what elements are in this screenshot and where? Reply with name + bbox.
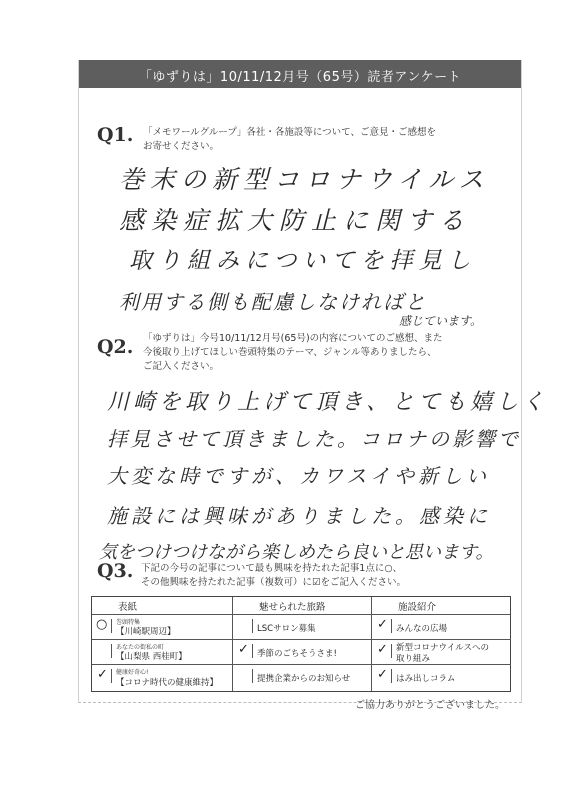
column-header: 魅せられた旅路: [259, 602, 326, 613]
table-row[interactable]: [372, 639, 511, 665]
survey-header: [79, 60, 521, 88]
q2-question-line-1: 「ゆずりは」今号10/11/12月号(65号)の内容についてのご感想、また: [143, 333, 443, 344]
table-row[interactable]: [92, 664, 232, 691]
row-label: 【川崎駅周辺】: [116, 627, 176, 637]
q2-answer-line-3: 大変な時ですが、カワスイや新しい: [107, 464, 490, 488]
q1-label: Q1.: [97, 124, 134, 146]
column-header: 表紙: [118, 602, 138, 613]
table-row[interactable]: [233, 639, 372, 665]
row-label: 季節のごちそうさま!: [257, 649, 337, 659]
survey-card: [78, 60, 549, 711]
checkbox[interactable]: [236, 669, 253, 683]
checkbox[interactable]: [95, 644, 112, 658]
article-table: [91, 596, 511, 692]
q1-question-line-2: お寄せください。: [143, 141, 220, 152]
q2-answer-line-1: 川崎を取り上げて頂き、とても嬉しく: [107, 390, 549, 415]
check-mark: ✓: [238, 642, 249, 657]
survey-title: 「ゆずりは」10/11/12月号（65号）読者アンケート: [138, 70, 462, 85]
table-row[interactable]: [92, 614, 232, 640]
q2-answer-line-5: 気をつけつけながら楽しめたら良いと思います。: [99, 542, 494, 563]
q1-answer-line-5: 感じています。: [399, 314, 483, 328]
table-row[interactable]: [92, 639, 232, 665]
row-small-label: 健康好奇心!: [116, 669, 149, 676]
q3-question-line-1: 下記の今号の記事について最も興味を持たれた記事1点に○、: [141, 563, 403, 574]
q2-question-line-2: 今後取り上げてほしい巻頭特集のテーマ、ジャンル等ありましたら、: [143, 347, 437, 358]
q1-answer-line-2: 感染症拡大防止に関する: [119, 206, 472, 235]
checkbox[interactable]: [236, 644, 253, 658]
q2-answer-line-2: 拝見させて頂きました。コロナの影響で: [107, 427, 521, 451]
check-mark: ✓: [377, 667, 388, 682]
checkbox[interactable]: [375, 669, 392, 683]
check-mark: ✓: [97, 667, 108, 682]
q1-answer-line-3: 取り組みについてを拝見し: [129, 248, 477, 274]
q2-question-line-3: ご記入ください。: [143, 361, 220, 372]
column-header: 施設紹介: [398, 602, 437, 613]
circle-mark: ○: [96, 617, 108, 632]
checkbox[interactable]: [375, 644, 392, 658]
q3-question-line-2: その他興味を持たれた記事（複数可）に☑をご記入ください。: [141, 577, 407, 588]
q2-answer-line-4: 施設には興味がありました。感染に: [107, 504, 491, 528]
table-column-cover: [92, 597, 232, 691]
q3-label: Q3.: [97, 560, 134, 582]
row-label: 提携企業からのお知らせ: [257, 674, 351, 684]
row-label: 【コロナ時代の健康維持】: [116, 678, 219, 688]
table-row[interactable]: [233, 614, 372, 640]
checkbox[interactable]: [95, 619, 112, 633]
table-row[interactable]: [233, 664, 372, 691]
row-small-label: あなたの街私の町: [116, 644, 165, 651]
q1-question-line-1: 「メモワールグループ」各社・各施設等について、ご意見・ご感想を: [143, 127, 436, 138]
row-label-line-2: 取り組み: [396, 654, 431, 664]
check-mark: ✓: [377, 617, 388, 632]
checkbox[interactable]: [236, 619, 253, 633]
row-label: 新型コロナウイルスへの: [396, 643, 489, 653]
checkbox[interactable]: [375, 619, 392, 633]
checkbox[interactable]: [95, 669, 112, 683]
row-label: みんなの広場: [396, 624, 448, 634]
table-row[interactable]: [372, 614, 511, 640]
thanks-message: ご協力ありがとうございました。: [355, 700, 505, 711]
table-row[interactable]: [372, 664, 511, 691]
table-column-features: [232, 597, 372, 691]
q1-answer-line-1: 巻末の新型コロナウイルス: [119, 165, 490, 194]
row-label: はみ出しコラム: [396, 674, 456, 684]
q2-label: Q2.: [97, 336, 134, 358]
row-label: 【山梨県 西桂町】: [116, 652, 187, 662]
row-label: LSCサロン募集: [257, 624, 316, 634]
row-small-label: 巻頭特集: [116, 619, 141, 626]
table-column-facilities: [371, 597, 511, 691]
check-mark: ✓: [377, 642, 388, 657]
q1-answer-line-4: 利用する側も配慮しなければと: [119, 290, 427, 314]
